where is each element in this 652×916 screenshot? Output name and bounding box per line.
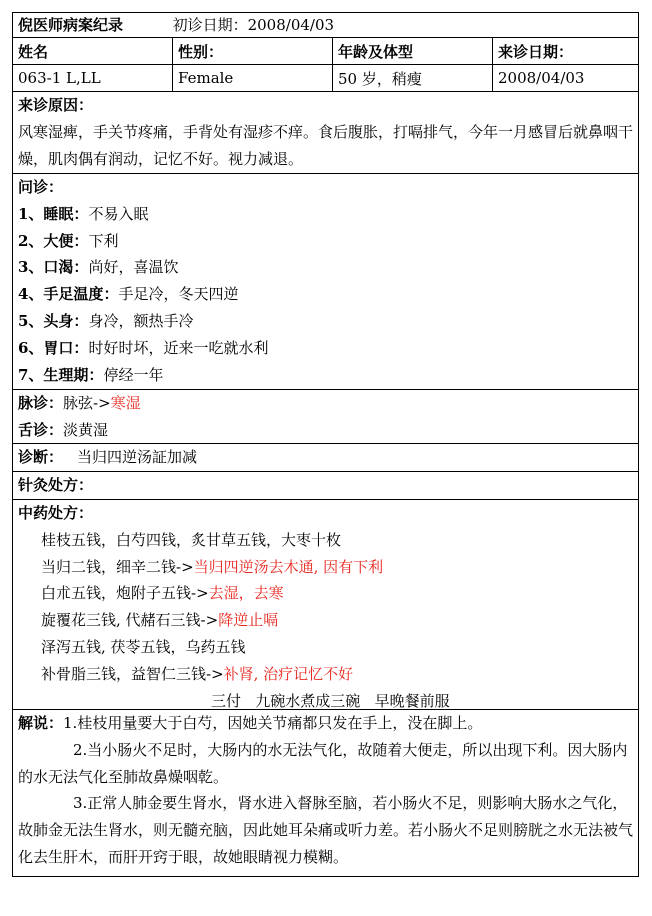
name-value: 063-1 L,LL xyxy=(13,65,173,91)
diagnosis-label: 诊断： xyxy=(18,448,64,466)
herb-line: 白朮五钱，炮附子五钱->去湿，去寒 xyxy=(41,584,284,603)
inquiry-section xyxy=(13,174,638,390)
record-title: 倪医师病案纪录 xyxy=(18,16,124,34)
age-value: 50 岁，稍瘦 xyxy=(333,65,493,91)
info-header-row xyxy=(13,38,638,65)
inquiry-label: 问诊： xyxy=(18,178,64,196)
tongue-line xyxy=(13,417,638,444)
inquiry-item: 3、口渴：尚好，喜温饮 xyxy=(18,258,179,277)
herbal-label: 中药处方： xyxy=(18,504,94,522)
age-label: 年龄及体型 xyxy=(333,38,493,64)
pulse-value: 脉弦-> xyxy=(63,394,111,412)
herb-line: 泽泻五钱, 茯苓五钱，乌药五钱 xyxy=(41,637,246,656)
acupuncture-section xyxy=(13,472,638,500)
inquiry-item: 7、生理期：停经一年 xyxy=(18,365,164,384)
pulse-label: 脉诊： xyxy=(18,394,64,412)
tongue-label: 舌诊： xyxy=(18,420,64,439)
info-value-row xyxy=(13,65,638,92)
name-label: 姓名 xyxy=(13,38,173,64)
reason-text: 风寒湿痺，手关节疼痛，手背处有湿疹不痒。食后腹胀，打嗝排气，今年一月感冒后就鼻咽干燥，肌肉偶有润动，记忆不好。视力减退。 xyxy=(18,122,634,168)
diagnosis-section xyxy=(13,444,638,472)
herb-line: 桂枝五钱，白芍四钱，炙甘草五钱，大枣十枚 xyxy=(41,530,342,549)
first-visit-date: 2008/04/03 xyxy=(247,16,335,34)
dosage-line: 三付 九碗水煮成三碗 早晚餐前服 xyxy=(211,691,450,710)
herb-line: 当归二钱，细辛二钱->当归四逆汤去木通, 因有下利 xyxy=(41,557,384,576)
herb-line: 补骨脂三钱，益智仁三钱->补肾, 治疗记忆不好 xyxy=(41,664,354,683)
pulse-tongue-section xyxy=(13,390,638,444)
reason-label: 来诊原因： xyxy=(18,96,94,114)
inquiry-item: 5、头身：身冷，额热手冷 xyxy=(18,311,194,330)
header-row xyxy=(13,13,638,38)
inquiry-item: 2、大便：下利 xyxy=(18,231,119,250)
case-record-table xyxy=(12,12,639,877)
inquiry-item: 1、睡眠：不易入眠 xyxy=(18,204,149,223)
explanation-section xyxy=(13,710,638,876)
first-visit-label: 初诊日期： xyxy=(172,16,248,34)
acupuncture-label: 针灸处方： xyxy=(18,476,94,494)
pulse-note: 寒湿 xyxy=(110,394,141,412)
explanation-p1: 解说：1.桂枝用量要大于白芍，因她关节痛都只发在手上，没在脚上。 xyxy=(18,714,483,732)
sex-label: 性别： xyxy=(173,38,333,64)
herb-line: 旋覆花三钱, 代赭石三钱->降逆止嗝 xyxy=(41,611,279,630)
inquiry-item: 4、手足温度：手足冷，冬天四逆 xyxy=(18,285,239,304)
herbal-section xyxy=(13,500,638,710)
explanation-label: 解说： xyxy=(18,714,64,732)
visit-date-value: 2008/04/03 xyxy=(498,69,585,87)
tongue-value: 淡黄湿 xyxy=(63,420,109,439)
diagnosis-value: 当归四逆汤証加减 xyxy=(77,448,198,466)
visit-date-label: 来诊日期： xyxy=(498,42,574,61)
sex-value: Female xyxy=(173,65,333,91)
pulse-line xyxy=(13,390,638,417)
explanation-p2: 2.当小肠火不足时，大肠内的水无法气化，故随着大便走，所以出现下利。因大肠内的水无法气化至肺故鼻燥咽乾。 xyxy=(18,740,628,786)
explanation-p3: 3.正常人肺金要生肾水，肾水进入督脉至脑，若小肠火不足，则影响大肠水之气化，故肺金无法生肾水，则无髓充脑，因此她耳朵痛或听力差。若小肠火不足则膀胱之水无法被气化去生肝木，而肝开窍于眼，故她眼睛视力模糊。 xyxy=(18,794,634,866)
inquiry-item: 6、胃口：时好时坏，近来一吃就水利 xyxy=(18,338,269,357)
reason-section xyxy=(13,92,638,174)
